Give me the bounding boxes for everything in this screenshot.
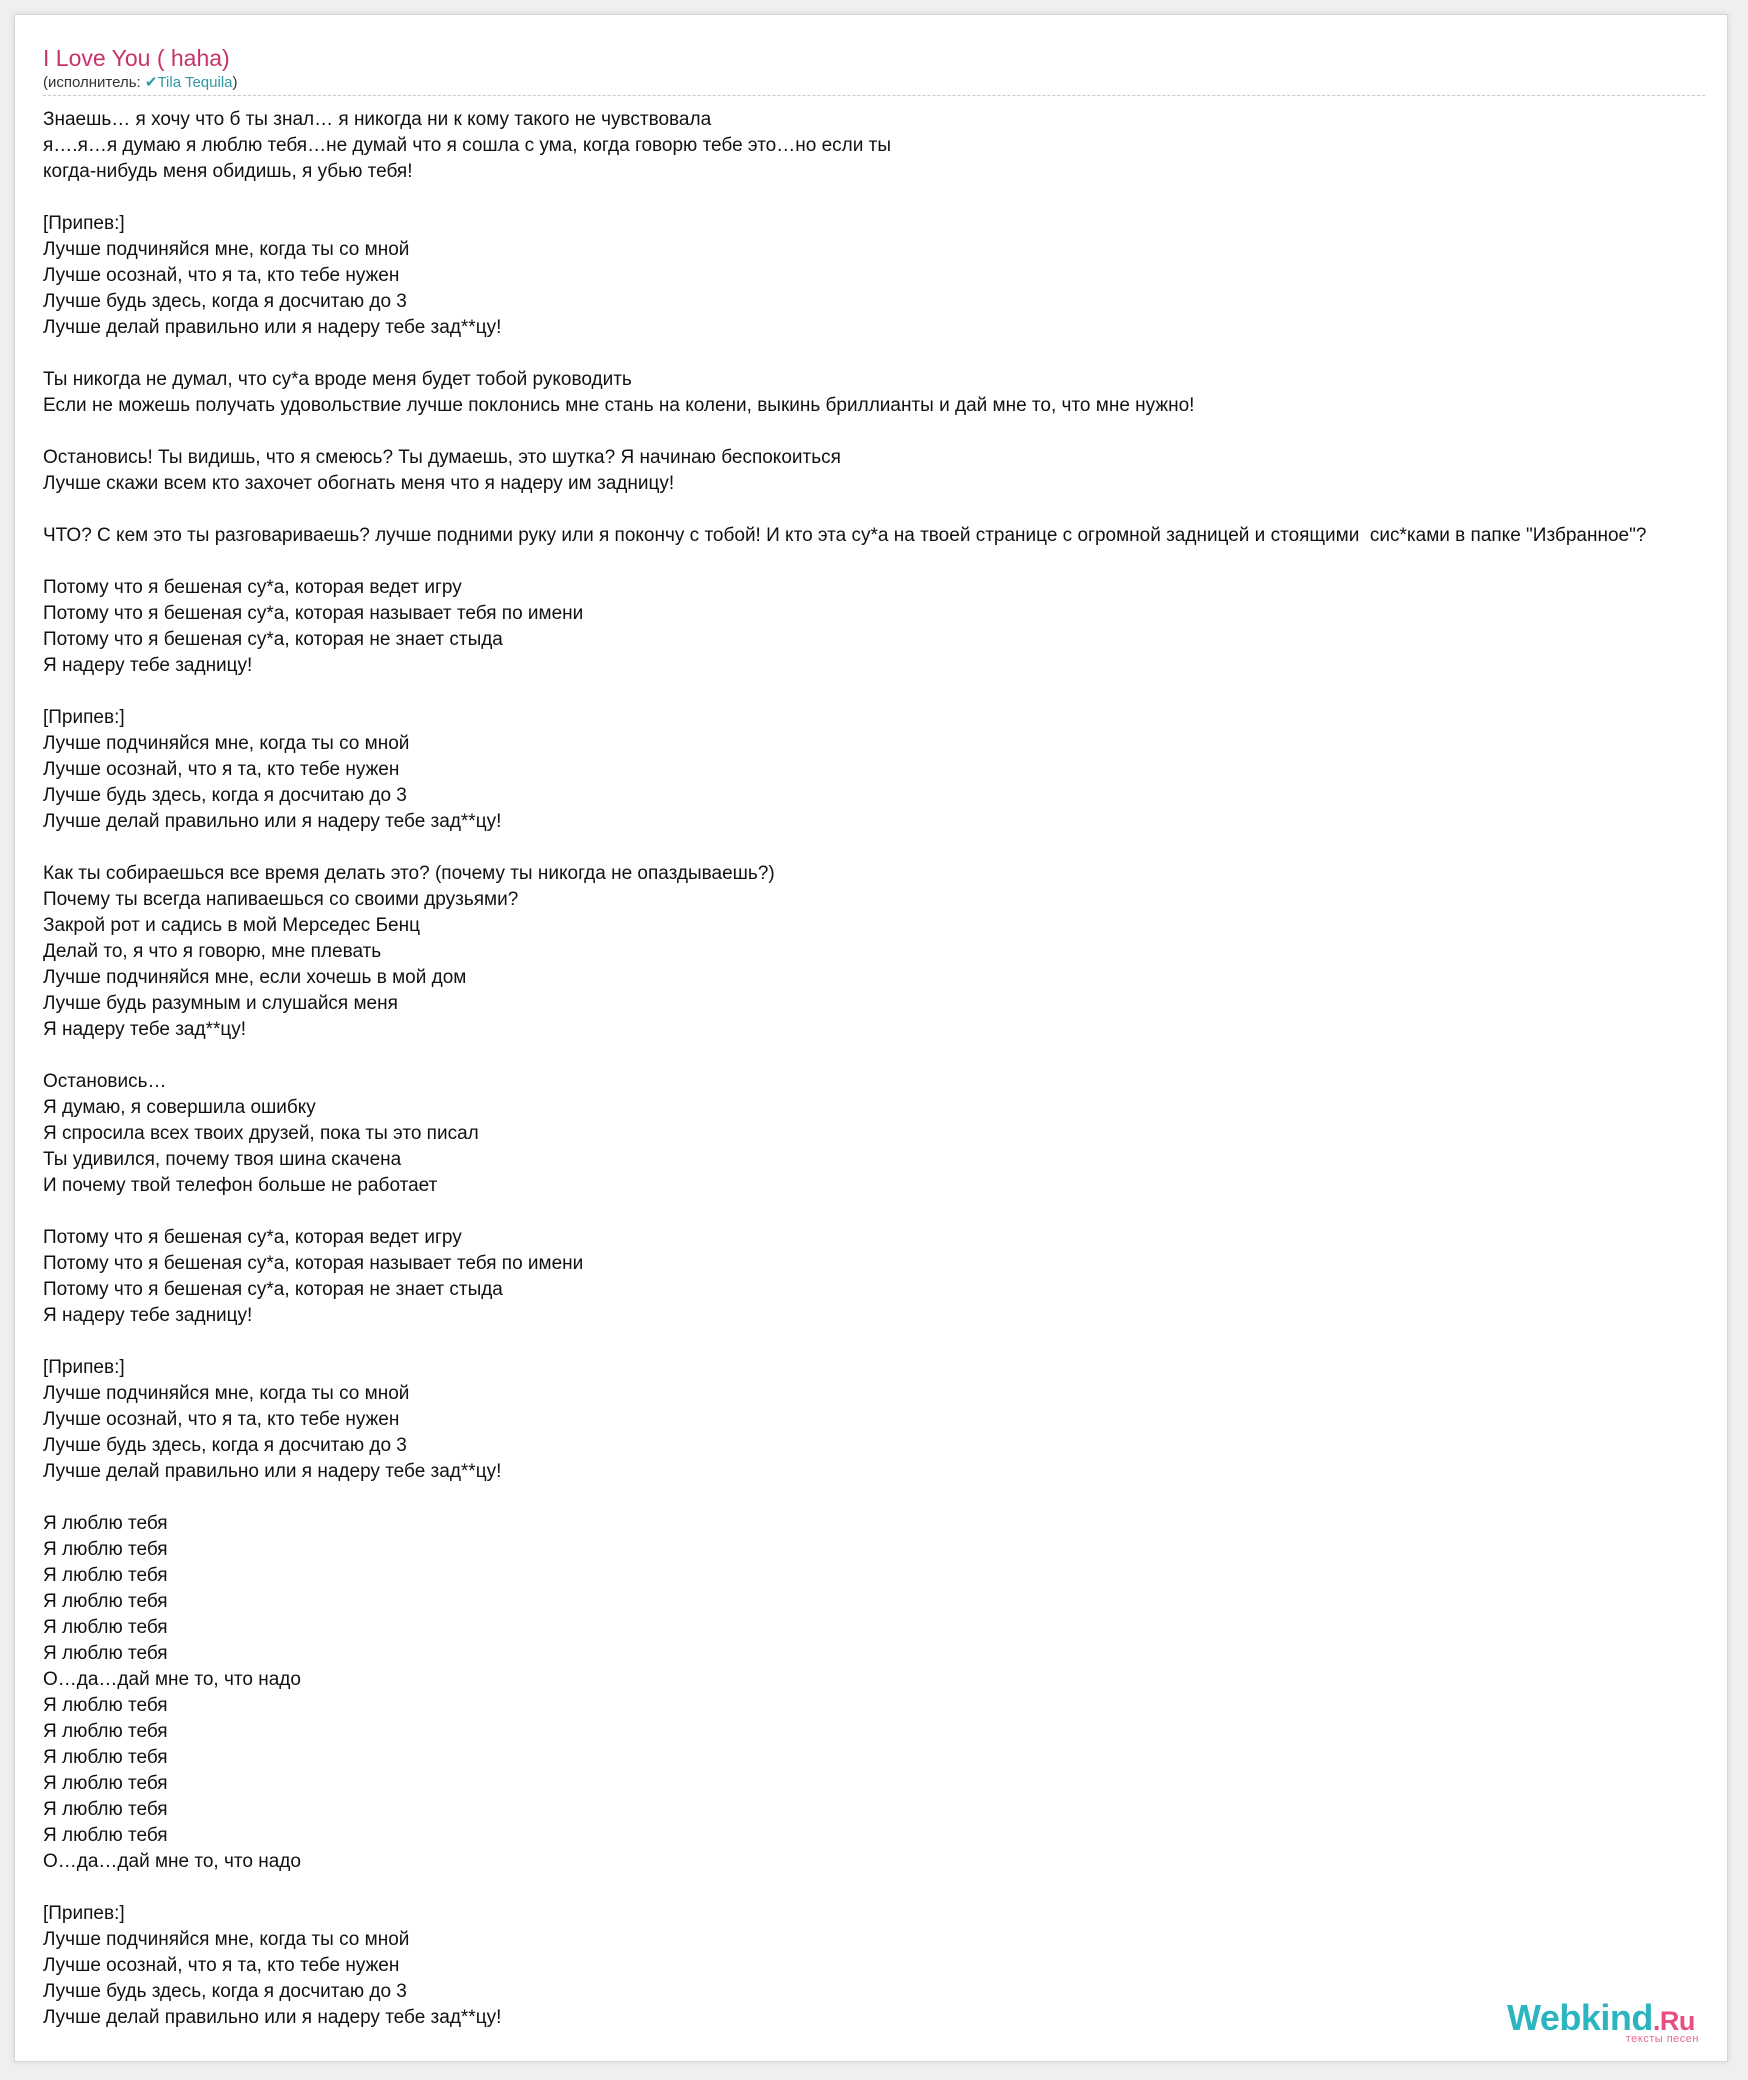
verified-check-icon: ✔ (144, 74, 158, 91)
lyric-line: Лучше делай правильно или я надеру тебе зад**цу! (43, 811, 502, 832)
lyric-blank-line (43, 1043, 1728, 1069)
lyric-blank-line (43, 419, 1728, 445)
lyric-line: Я люблю тебя (43, 1747, 168, 1768)
lyric-blank-line (43, 679, 1728, 705)
lyric-line: О…да…дай мне то, что надо (43, 1669, 301, 1690)
lyric-line: Лучше будь здесь, когда я досчитаю до 3 (43, 291, 407, 312)
lyric-line: Лучше скажи всем кто захочет обогнать меня что я надеру им задницу! (43, 473, 675, 494)
logo-word: Webkind (1507, 1997, 1653, 2038)
lyric-line: Лучше делай правильно или я надеру тебе зад**цу! (43, 317, 502, 338)
lyric-line: [Припев:] (43, 213, 125, 234)
lyric-line: я….я…я думаю я люблю тебя…не думай что я сошла с ума, когда говорю тебе это…но если ты (43, 135, 891, 156)
lyric-blank-line (43, 185, 1728, 211)
logo-subtitle: тексты песен (1625, 2033, 1699, 2045)
lyrics-body (43, 107, 1728, 2031)
lyric-line: Потому что я бешеная су*а, которая не знает стыда (43, 629, 503, 650)
lyric-line: Остановись! Ты видишь, что я смеюсь? Ты думаешь, это шутка? Я начинаю беспокоиться (43, 447, 841, 468)
lyric-line: Я надеру тебе задницу! (43, 1305, 253, 1326)
lyric-line: Лучше делай правильно или я надеру тебе зад**цу! (43, 1461, 502, 1482)
lyric-line: Я надеру тебе зад**цу! (43, 1019, 247, 1040)
lyric-line: [Припев:] (43, 707, 125, 728)
lyric-line: Знаешь… я хочу что б ты знал… я никогда ни к кому такого не чувствовала (43, 109, 712, 130)
lyric-line: когда-нибудь меня обидишь, я убью тебя! (43, 161, 413, 182)
lyric-line: Лучше будь здесь, когда я досчитаю до 3 (43, 785, 407, 806)
lyric-line: Если не можешь получать удовольствие лучше поклонись мне стань на колени, выкинь бриллианты и дай мне то, что мне нужно! (43, 395, 1195, 416)
lyric-line: Я люблю тебя (43, 1695, 168, 1716)
lyric-line: Я люблю тебя (43, 1643, 168, 1664)
lyric-line: Я люблю тебя (43, 1721, 168, 1742)
lyric-line: Лучше будь здесь, когда я досчитаю до 3 (43, 1981, 407, 2002)
lyric-line: Лучше подчиняйся мне, когда ты со мной (43, 733, 410, 754)
lyric-line: Я люблю тебя (43, 1513, 168, 1534)
lyric-blank-line (43, 1485, 1728, 1511)
site-logo[interactable] (1507, 1999, 1707, 2043)
lyric-line: О…да…дай мне то, что надо (43, 1851, 301, 1872)
lyric-line: Потому что я бешеная су*а, которая не знает стыда (43, 1279, 503, 1300)
lyric-line: Лучше будь здесь, когда я досчитаю до 3 (43, 1435, 407, 1456)
lyric-line: Потому что я бешеная су*а, которая ведет игру (43, 577, 462, 598)
lyric-line: Потому что я бешеная су*а, которая ведет игру (43, 1227, 462, 1248)
lyric-line: Лучше осознай, что я та, кто тебе нужен (43, 1409, 400, 1430)
lyric-line: Лучше подчиняйся мне, если хочешь в мой дом (43, 967, 467, 988)
lyric-line: Почему ты всегда напиваешься со своими друзьями? (43, 889, 519, 910)
lyric-line: Закрой рот и садись в мой Мерседес Бенц (43, 915, 420, 936)
lyric-line: Лучше подчиняйся мне, когда ты со мной (43, 1929, 410, 1950)
lyric-blank-line (43, 341, 1728, 367)
lyric-line: Лучше осознай, что я та, кто тебе нужен (43, 1955, 400, 1976)
lyric-blank-line (43, 497, 1728, 523)
lyric-line: Я думаю, я совершила ошибку (43, 1097, 316, 1118)
lyric-line: Лучше осознай, что я та, кто тебе нужен (43, 759, 400, 780)
lyric-blank-line (43, 549, 1728, 575)
lyric-line: Остановись… (43, 1071, 167, 1092)
artist-link[interactable]: Tila Tequila (157, 74, 233, 91)
artist-prefix: (исполнитель: (43, 74, 145, 91)
lyric-line: Я люблю тебя (43, 1617, 168, 1638)
artist-suffix: ) (232, 74, 238, 91)
lyric-line: Я люблю тебя (43, 1773, 168, 1794)
lyric-blank-line (43, 835, 1728, 861)
lyric-line: Я спросила всех твоих друзей, пока ты это писал (43, 1123, 479, 1144)
lyric-line: Потому что я бешеная су*а, которая называет тебя по имени (43, 1253, 584, 1274)
lyric-line: Лучше будь разумным и слушайся меня (43, 993, 398, 1014)
song-header (43, 43, 1705, 96)
lyric-line: Делай то, я что я говорю, мне плевать (43, 941, 382, 962)
lyric-line: Я люблю тебя (43, 1565, 168, 1586)
lyric-blank-line (43, 1875, 1728, 1901)
lyric-line: Ты удивился, почему твоя шина скачена (43, 1149, 402, 1170)
lyric-line: Потому что я бешеная су*а, которая называет тебя по имени (43, 603, 584, 624)
logo-tld: .Ru (1652, 2006, 1695, 2036)
lyric-line: Я люблю тебя (43, 1539, 168, 1560)
song-artist-line (43, 73, 1705, 93)
lyric-line: ЧТО? С кем это ты разговариваешь? лучше подними руку или я покончу с тобой! И кто эта су*а на твоей странице с огромной задницей и стоящими сис*ками в папке "Избранное"? (43, 525, 1647, 546)
lyric-line: Лучше делай правильно или я надеру тебе зад**цу! (43, 2007, 502, 2028)
lyric-line: Я люблю тебя (43, 1799, 168, 1820)
lyric-line: Ты никогда не думал, что су*а вроде меня будет тобой руководить (43, 369, 632, 390)
lyric-line: Я люблю тебя (43, 1825, 168, 1846)
lyric-line: Я люблю тебя (43, 1591, 168, 1612)
lyric-blank-line (43, 1329, 1728, 1355)
page-container (14, 14, 1728, 2062)
song-title: I Love You ( haha) (43, 45, 230, 71)
lyric-line: И почему твой телефон больше не работает (43, 1175, 438, 1196)
lyric-line: Лучше подчиняйся мне, когда ты со мной (43, 1383, 410, 1404)
lyric-line: Как ты собираешься все время делать это? (почему ты никогда не опаздываешь?) (43, 863, 775, 884)
lyric-line: Лучше подчиняйся мне, когда ты со мной (43, 239, 410, 260)
lyric-line: [Припев:] (43, 1903, 125, 1924)
lyric-blank-line (43, 1199, 1728, 1225)
lyric-line: [Припев:] (43, 1357, 125, 1378)
lyric-line: Я надеру тебе задницу! (43, 655, 253, 676)
lyric-line: Лучше осознай, что я та, кто тебе нужен (43, 265, 400, 286)
